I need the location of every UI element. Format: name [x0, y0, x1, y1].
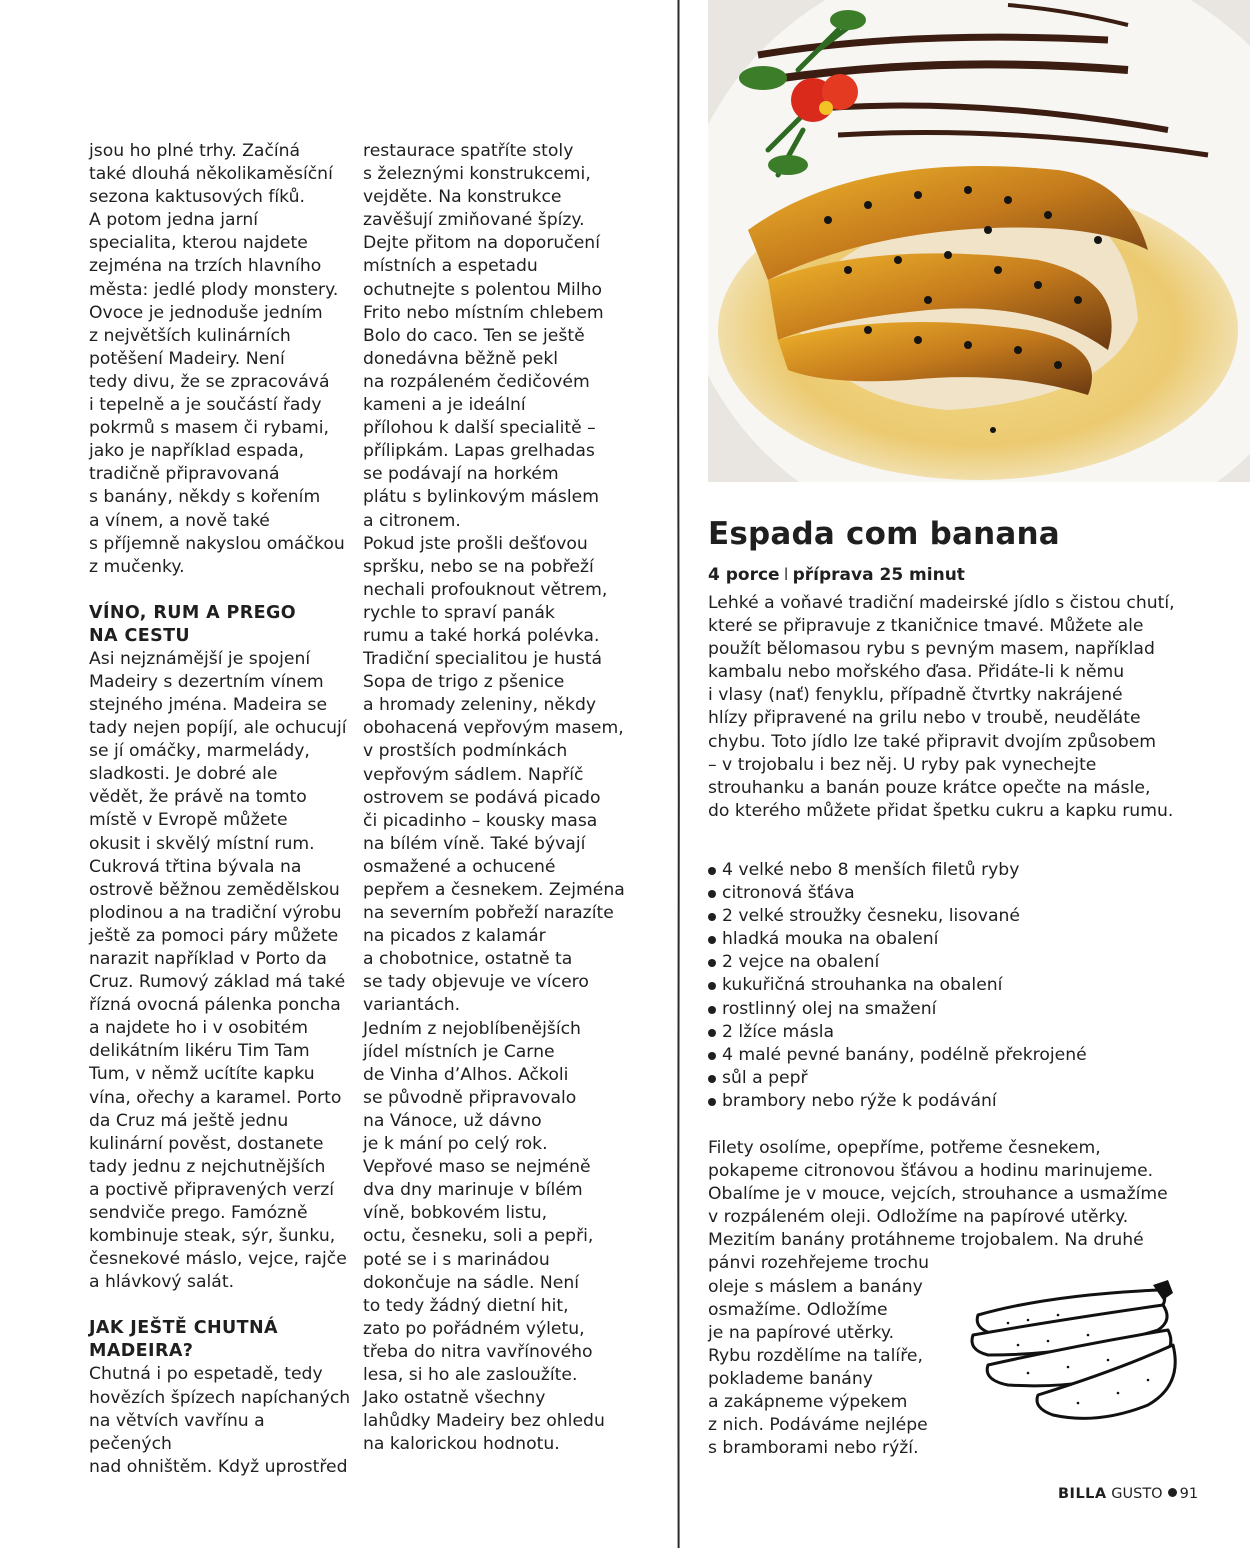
article-paragraph: restaurace spatříte stoly s železnými konstrukcemi, vejděte. Na konstrukce zavěšují zmiňované špízy. Dejte přitom na doporučení místních a espetadu ochutnejte s polentou Milho Frito nebo místním chlebem Bolo do caco. Ten se ještě donedávna běžně pekl na rozpáleném čedičovém kameni a je ideální přílohou k další specialitě – přílipkám. Lapas grelhadas se podávají na horkém plátu s bylinkovým máslem a citronem.: [363, 141, 604, 531]
recipe-method: Filety osolíme, opepříme, potřeme česnekem, pokapeme citronovou šťávou a hodinu marinujeme. Obalíme je v mouce, vejcích, strouhance a usmažíme v rozpáleném oleji. Odložíme na papírové utěrky. Mezitím banány protáhneme trojobalem. Na druhé pánvi rozehřejeme trochu oleje s máslem a banány osmažíme. Odložíme je na papírové utěrky. Rybu rozdělíme na talíře, poklademe banány a zakápneme výpekem z nich. Podáváme nejlépe s bramborami nebo rýží.: [708, 1137, 1168, 1459]
magazine-name: GUSTO: [1111, 1486, 1163, 1502]
meta-separator: I: [783, 565, 789, 585]
page-footer: [1058, 1486, 1198, 1502]
ingredient-item: hladká mouka na obalení: [708, 928, 1178, 951]
dish-photo: [708, 0, 1250, 482]
article-paragraph: Asi nejznámější je spojení Madeiry s dezertním vínem stejného jména. Madeira se tady nejen popíjí, ale ochucují se jí omáčky, marmelády, sladkosti. Je dobré ale vědět, že právě na tomto místě v Evropě můžete okusit i skvělý místní rum. Cukrová třtina bývala na ostrově běžnou zemědělskou plodinou a na tradiční výrobu ještě za pomoci páry můžete narazit například v Porto da Cruz. Rumový základ má také řízná ovocná pálenka poncha a najdete ho i v osobitém delikátním likéru Tim Tam Tum, v němž ucítíte kapku vína, ořechy a karamel. Porto da Cruz má ještě jednu kulinární pověst, dostanete tady jednu z nejchutnějších a poctivě připravených verzí sendviče prego. Famózně kombinuje steak, sýr, šunku, česnekové máslo, vejce, rajče a hlávkový salát.: [89, 648, 347, 1293]
recipe-intro: Lehké a voňavé tradiční madeirské jídlo s čistou chutí, které se připravuje z tkaničnice tmavé. Můžete ale použít bělomasou rybu s pevným masem, například kambalu nebo mořského ďasa. Přidáte-li k němu i vlasy (nať) fenyklu, případně čtvrtky nakrájené hlízy připravené na grilu nebo v troubě, neuděláte chybu. Toto jídlo lze také připravit dvojím způsobem – v trojobalu i bez něj. U ryby pak vynechejte strouhanku a banán pouze krátce opečte na másle, do kterého můžete přidat špetku cukru a kapku rumu.: [708, 593, 1175, 821]
recipe-prep-time: příprava 25 minut: [792, 565, 965, 585]
article-paragraph: Pokud jste prošli dešťovou spršku, nebo se na pobřeží nechali profouknout větrem, rychle to spraví panák rumu a také horká polévka. Tradiční specialitou je hustá Sopa de trigo z pšenice a hromady zeleniny, někdy obohacená vepřovým masem, v prostších podmínkách vepřovým sádlem. Napříč ostrovem se podává picado či picadinho – kousky masa na bílém víně. Také bývají osmažené a ochucené pepřem a česnekem. Zejména na severním pobřeží narazíte na picados z kalamár a chobotnice, ostatně ta se tady objevuje ve vícero variantách.: [363, 533, 625, 1016]
section-heading-wine-rum: VÍNO, RUM A PREGO NA CESTU: [89, 602, 297, 646]
banana-bunch-illustration: [968, 1275, 1183, 1425]
ingredient-item: 2 velké stroužky česneku, lisované: [708, 905, 1178, 928]
ingredient-item: citronová šťáva: [708, 882, 1178, 905]
recipe-title: Espada com banana: [708, 516, 1060, 552]
recipe-meta: [708, 564, 1178, 586]
article-column-1: [89, 140, 351, 1479]
article-paragraph: Chutná i po espetadě, tedy hovězích špízech napíchaných na větvích vavřínu a pečených nad ohništěm. Když uprostřed: [89, 1364, 351, 1477]
ingredient-item: 2 lžíce másla: [708, 1021, 1178, 1044]
bullet-dot-icon: [1168, 1488, 1177, 1497]
ingredient-item: brambory nebo rýže k podávání: [708, 1090, 1178, 1113]
ingredient-item: 4 velké nebo 8 menších filetů ryby: [708, 859, 1178, 882]
ingredient-item: sůl a pepř: [708, 1067, 1178, 1090]
recipe-servings: 4 porce: [708, 565, 780, 585]
ingredient-item: 2 vejce na obalení: [708, 951, 1178, 974]
ingredient-item: kukuřičná strouhanka na obalení: [708, 974, 1178, 997]
column-divider: [677, 0, 680, 1548]
article-column-2: [363, 140, 628, 1456]
article-paragraph: Jedním z nejoblíbenějších jídel místních je Carne de Vinha d’Alhos. Ačkoli se původně připravovalo na Vánoce, už dávno je k mání po celý rok. Vepřové maso se nejméně dva dny marinuje v bílém víně, bobkovém listu, octu, česneku, soli a pepři, poté se i s marinádou dokončuje na sádle. Není to tedy žádný dietní hit, zato po pořádném výletu, třeba do nitra vavřínového lesa, si ho ale zasloužíte. Jako ostatně všechny lahůdky Madeiry bez ohledu na kalorickou hodnotu.: [363, 1018, 605, 1455]
section-heading-taste: JAK JEŠTĚ CHUTNÁ MADEIRA?: [89, 1318, 278, 1362]
brand-name: BILLA: [1058, 1486, 1107, 1502]
ingredient-item: 4 malé pevné banány, podélně překrojené: [708, 1044, 1178, 1067]
ingredient-item: rostlinný olej na smažení: [708, 998, 1178, 1021]
article-paragraph: jsou ho plné trhy. Začíná také dlouhá několikaměsíční sezona kaktusových fíků. A potom jedna jarní specialita, kterou najdete zejména na trzích hlavního města: jedlé plody monstery. Ovoce je jednoduše jedním z největších kulinárních potěšení Madeiry. Není tedy divu, že se zpracovává i tepelně a je součástí řady pokrmů s masem či rybami, jako je například espada, tradičně připravovaná s banány, někdy s kořením a vínem, a nově také s příjemně nakyslou omáčkou z mučenky.: [89, 141, 345, 577]
ingredient-list: [708, 859, 1178, 1113]
page-number: 91: [1179, 1486, 1199, 1502]
